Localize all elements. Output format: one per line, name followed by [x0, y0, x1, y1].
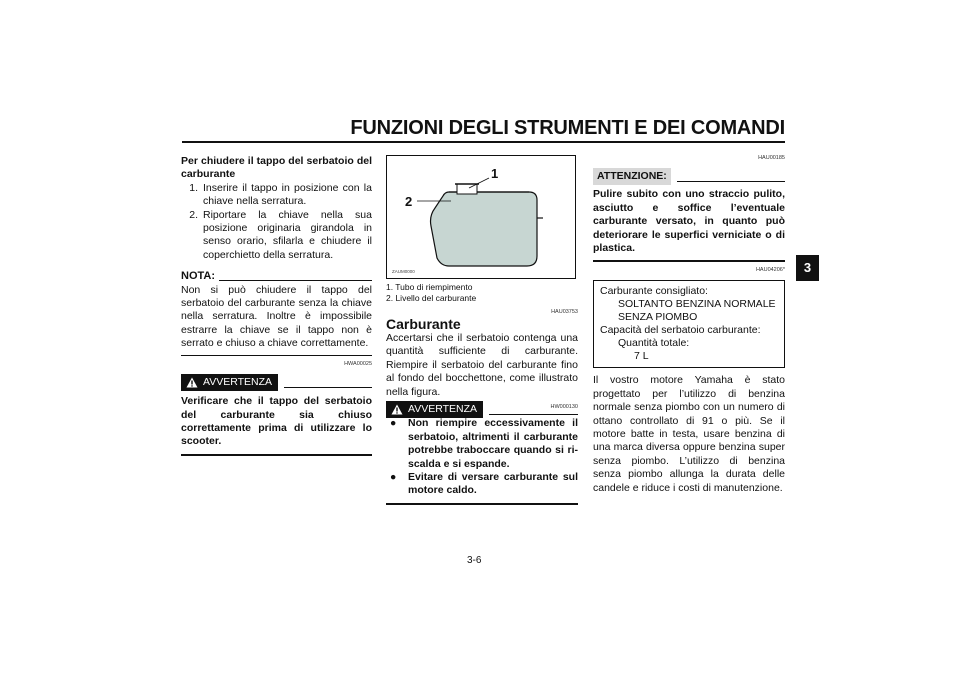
warning-badge: [386, 401, 483, 418]
spec-code: HAU04206*: [755, 267, 785, 274]
bullet-icon: ●: [390, 417, 397, 430]
warning-code: HWA00025: [344, 360, 372, 367]
caution-heading: [593, 168, 785, 185]
step-number: 1.: [189, 181, 198, 194]
nota-rule: [219, 280, 372, 281]
warning-code: HW000130: [550, 404, 578, 411]
spec-line: SOLTANTO BENZINA NORMALE: [618, 298, 776, 311]
warning-text: Verificare che il tappo del serbatoio del carburante sia chiuso correttamente prima di utilizzare lo scooter.: [181, 395, 372, 448]
warning-label: AVVERTENZA: [408, 403, 478, 416]
warning-triangle-icon: [186, 377, 198, 388]
warning-rule: [284, 387, 372, 388]
fuel-tank-illustration: [387, 156, 575, 278]
warning-badge: [181, 374, 278, 391]
warning-end-rule: [386, 503, 578, 505]
spec-line: SENZA PIOMBO: [618, 311, 698, 324]
warning-triangle-icon: [391, 404, 403, 415]
step-text: Inserire il tappo in posizione con la chiave nella serratura.: [203, 181, 372, 208]
fuel-tank-figure: [386, 155, 576, 279]
section-title: Carburante: [386, 316, 461, 332]
warning-end-rule: [181, 454, 372, 456]
fuel-spec-box: [593, 280, 785, 368]
nota-heading: [181, 270, 372, 283]
step-text: Riportare la chiave nella sua posizione originaria girandola in senso orario, sfilarla e chiudere il coperchietto della serratura.: [203, 208, 372, 261]
caution-rule: [677, 181, 785, 182]
chapter-tab: 3: [796, 255, 819, 281]
spec-line: Quantità totale:: [618, 337, 690, 350]
nota-label: NOTA:: [181, 270, 216, 283]
caption-item: 1. Tubo di riempimento: [386, 282, 473, 292]
step-item: [181, 209, 372, 263]
body-text: Il vostro motore Yamaha è stato progettato per l’utilizzo di benzina normale senza piombo con un numero di ottano controllato di 91 o più. Se il motore batte in testa, usare benzina di una marca diversa oppure benzina super senza piombo. L’utilizzo di benzina senza piombo allunga la durata delle candele e riduce i costi di manutenzione.: [593, 374, 785, 494]
callout-2: 2: [405, 194, 413, 209]
header-rule: [182, 141, 785, 143]
step-number: 2.: [189, 208, 198, 221]
figure-caption: [386, 282, 578, 304]
bullet-icon: ●: [390, 471, 397, 484]
callout-1: 1: [491, 166, 499, 181]
bullet-text: Non riempire eccessivamente il serbatoio, altrimenti il carburante potrebbe traboccare quando si riscalda e si espande.: [408, 417, 578, 470]
nota-end-rule: [181, 355, 372, 356]
bullet-text: Evitare di versare carburante sul motore caldo.: [408, 471, 578, 497]
page-number: 3-6: [467, 555, 482, 566]
caution-end-rule: [593, 260, 785, 262]
step-item: [181, 182, 372, 209]
bullet-item: [386, 471, 578, 498]
caution-text: Pulire subito con uno straccio pulito, asciutto e soffice l’eventuale carburante versato, in quanto può deteriorare le superfici verniciate o di plastica.: [593, 188, 785, 255]
caution-code: HAU00185: [758, 155, 785, 161]
spec-line: Capacità del serbatoio carburante:: [600, 324, 761, 337]
page-title: FUNZIONI DEGLI STRUMENTI E DEI COMANDI: [350, 117, 785, 139]
section-text: Accertarsi che il serbatoio contenga una quantità sufficiente di carburante. Riempire il serbatoio del carburante fino al fondo del bocchettone, come illustrato nella figura.: [386, 332, 578, 398]
caution-badge: ATTENZIONE:: [593, 168, 671, 185]
column-right: [593, 155, 785, 495]
nota-text: Non si può chiudere il tappo del serbatoio del carburante senza la chiave nella serratura. Inoltre è impossibile estrarre la chiave se il tappo non è serrato e chiuso a chiave correttamente.: [181, 283, 372, 350]
warning-heading: [181, 374, 372, 391]
bullet-item: [386, 417, 578, 471]
warning-rule: [489, 414, 578, 415]
column-middle: [386, 155, 578, 505]
warning-label: AVVERTENZA: [203, 375, 273, 388]
figure-code: ZAUM0000: [392, 269, 415, 274]
spec-line: Carburante consigliato:: [600, 285, 708, 298]
section-code: HAU03753: [551, 309, 578, 315]
spec-line: 7 L: [634, 350, 649, 363]
caption-item: 2. Livello del carburante: [386, 293, 477, 303]
column-left: [181, 155, 372, 456]
subsection-heading: Per chiudere il tappo del serbatoio del carburante: [181, 155, 372, 181]
